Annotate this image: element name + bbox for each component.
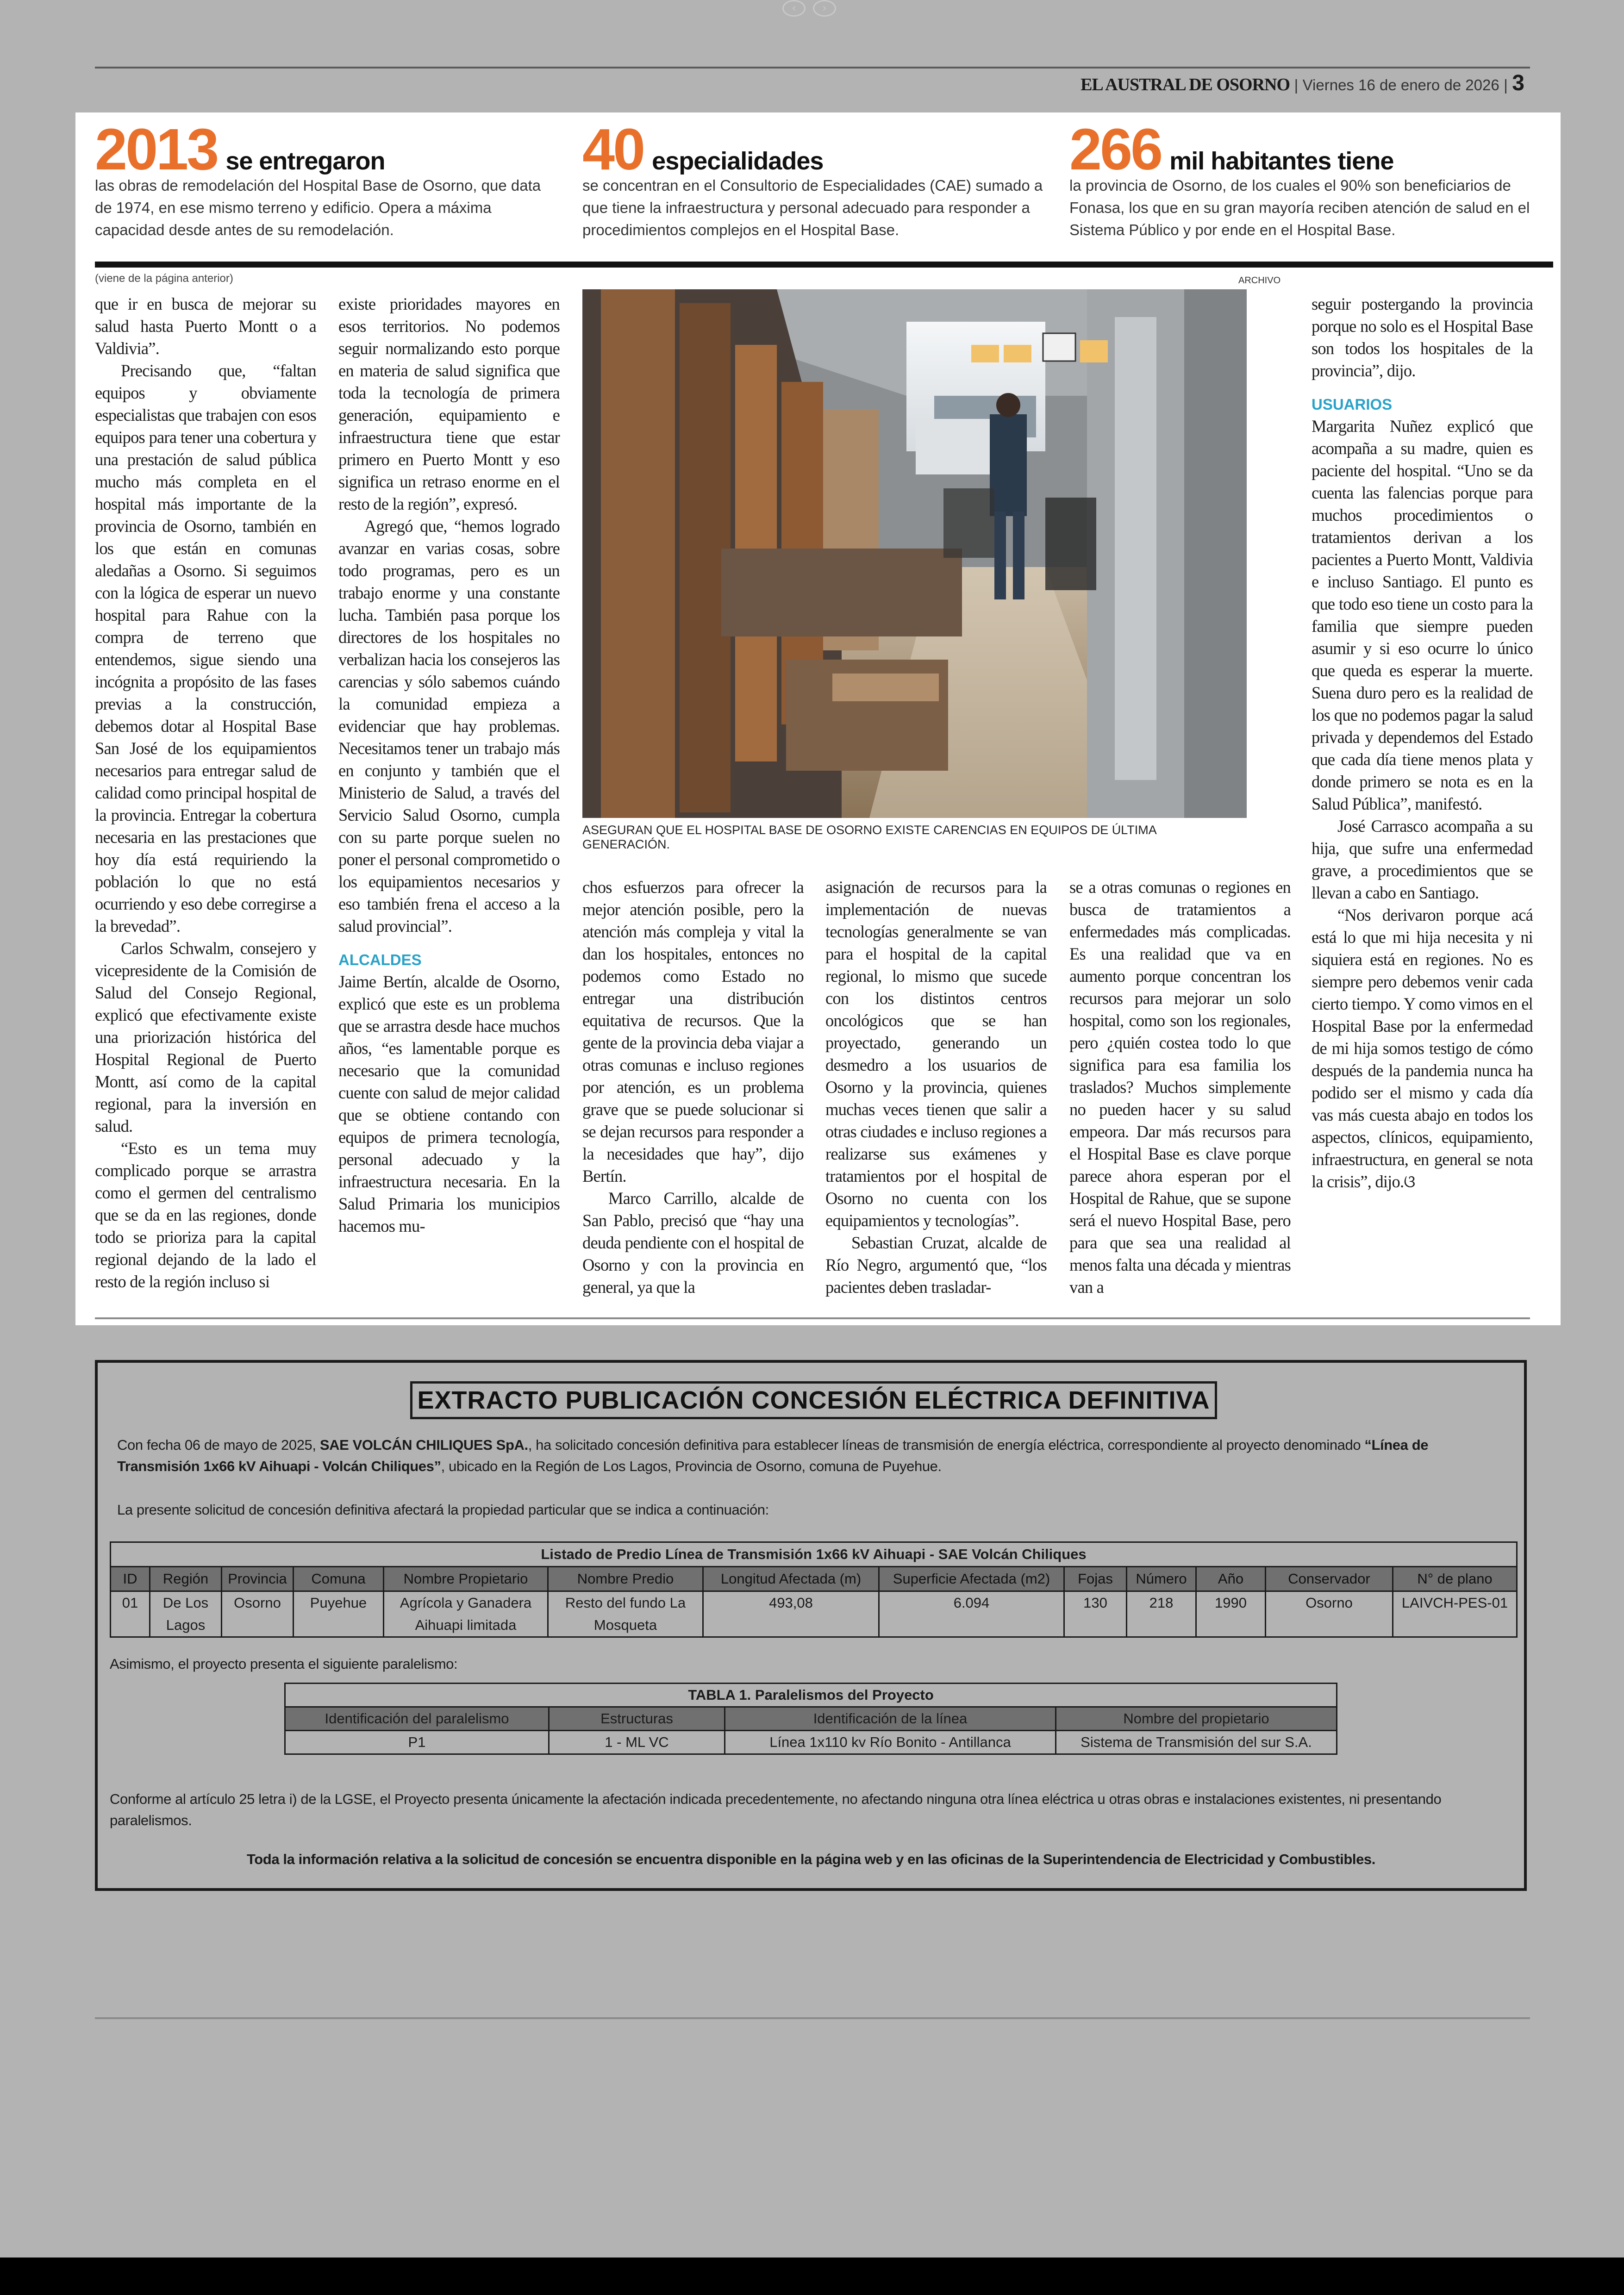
article-column-3	[582, 876, 804, 1298]
paragraph: Carlos Schwalm, consejero y vicepresidente de la Comisión de Salud del Consejo Regional, explicó que efectivamente existe una priorización histórica del Hospital Regional de Puerto Montt, así como de la capital regional, para la inversión en salud.	[95, 939, 316, 1135]
table-cell: 1 - ML VC	[549, 1731, 725, 1754]
stat-label: se entregaron	[225, 147, 385, 175]
table-header-row	[285, 1707, 1337, 1731]
stat-description: las obras de remodelación del Hospital Base de Osorno, que data de 1974, en ese mismo terreno y edificio. Opera a máxima capacidad desde antes de su remodelación.	[95, 177, 541, 238]
masthead-separator: |	[1294, 76, 1299, 94]
table-caption: Listado de Predio Línea de Transmisión 1x66 kV Aihuapi - SAE Volcán Chiliques	[111, 1542, 1517, 1567]
col-header: N° de plano	[1393, 1567, 1517, 1591]
table-cell: Sistema de Transmisión del sur S.A.	[1056, 1731, 1337, 1754]
col-header: Identificación del paralelismo	[285, 1707, 549, 1731]
stat-number: 266	[1069, 117, 1162, 182]
page-nav	[778, 0, 843, 17]
article-column-2	[338, 293, 560, 1237]
notice-text: , ha solicitado concesión definitiva para establecer líneas de transmisión de energía eléctrica, correspondiente al proyecto denominado	[528, 1437, 1365, 1453]
paragraph-text: “Nos derivaron porque acá está lo que mi hija necesita y ni siquiera está en regiones. No es siempre pero debemos venir cada cierto tiempo. Y como vimos en el Hospital Base por la enfermedad de mi hija somos testigo de cómo después de la pandemia nunca ha podido ser el mismo y cada día vas más cuesta abajo en todos los aspectos, clínicos, equipamiento, infraestructura, en general se nota la crisis”, dijo.	[1312, 905, 1533, 1191]
notice-company: SAE VOLCÁN CHILIQUES SpA.	[319, 1437, 528, 1453]
col-header: Estructuras	[549, 1707, 725, 1731]
table-row	[285, 1731, 1337, 1754]
paragraph: asignación de recursos para la implementación de nuevas tecnologías generalmente se van para el hospital de la capital regional, lo mismo que sucede con los distintos centros oncológicos que se han proyectado, generando un desmedro a los usuarios de Osorno y la provincia, quienes muchas veces tienen que salir a otras ciudades e incluso regiones a realizarse sus exámenes y tratamientos por el hospital de Osorno no cuenta con los equipamientos y tecnologías”.	[825, 878, 1047, 1230]
table-caption: TABLA 1. Paralelismos del Proyecto	[285, 1684, 1337, 1707]
bottom-bar	[0, 2258, 1624, 2295]
stat-number: 40	[582, 117, 644, 182]
paragraph	[1312, 904, 1533, 1193]
paragraph: que ir en busca de mejorar su salud hasta Puerto Montt o a Valdivia”.	[95, 294, 316, 358]
table-cell: Osorno	[1266, 1591, 1393, 1637]
col-header: Superficie Afectada (m2)	[879, 1567, 1064, 1591]
nav-prev-icon[interactable]: ‹	[782, 0, 806, 17]
col-header: Provincia	[222, 1567, 294, 1591]
notice-text: , ubicado en la Región de Los Lagos, Provincia de Osorno, comuna de Puyehue.	[441, 1458, 942, 1474]
table-cell: Resto del fundo La Mosqueta	[548, 1591, 703, 1637]
notice-paragraph-5: Toda la información relativa a la solicitud de concesión se encuentra disponible en la página web y en las oficinas de la Superintendencia de Electricidad y Combustibles.	[247, 1851, 1375, 1867]
end-mark-icon: ଓ	[1404, 1172, 1415, 1191]
masthead	[1081, 70, 1524, 96]
paragraph: Sebastian Cruzat, alcalde de Río Negro, argumentó que, “los pacientes deben trasladar-	[825, 1233, 1047, 1297]
notice-project: “Línea de Transmisión 1x66 kV Aihuapi - Volcán Chiliques”	[117, 1437, 1429, 1474]
section-rule	[95, 262, 1553, 268]
page-number: 3	[1512, 71, 1524, 95]
paragraph: “Esto es un tema muy complicado porque se arrastra como el germen del centralismo que se da en las regiones, donde todo se prioriza para la capital regional dejando de la lado el resto de la región incluso si	[95, 1139, 316, 1291]
stat-label: mil habitantes tiene	[1169, 147, 1394, 175]
subheading-usuarios: USUARIOS	[1312, 396, 1393, 413]
table-cell: 01	[111, 1591, 150, 1637]
notice-title: EXTRACTO PUBLICACIÓN CONCESIÓN ELÉCTRICA DEFINITIVA	[410, 1381, 1217, 1419]
masthead-separator-2: |	[1504, 76, 1508, 94]
paragraph: existe prioridades mayores en esos territorios. No podemos seguir normalizando esto porque en materia de salud significa que toda la tecnología de primera generación, equipamiento e infraestructura tiene que estar primero en Puerto Montt y eso significa un retraso enorme en el resto de la región”, expresó.	[338, 294, 560, 513]
col-header: Identificación de la línea	[725, 1707, 1056, 1731]
table-row	[111, 1591, 1517, 1637]
notice-paragraph-1	[117, 1434, 1511, 1477]
article-sheet	[75, 112, 1561, 1325]
table-cell: 130	[1064, 1591, 1127, 1637]
article-column-5	[1069, 876, 1291, 1298]
stat-description: la provincia de Osorno, de los cuales el 90% son beneficiarios de Fonasa, los que en su gran mayoría reciben atención de salud en el Sistema Público y por ende en el Hospital Base.	[1069, 177, 1530, 238]
table-header-row	[111, 1567, 1517, 1591]
stat-40	[582, 117, 1045, 241]
table-cell: 6.094	[879, 1591, 1064, 1637]
photo-credit: ARCHIVO	[1238, 275, 1281, 286]
article-column-1	[95, 293, 316, 1293]
col-header: Comuna	[294, 1567, 384, 1591]
stat-266	[1069, 117, 1532, 241]
col-header: Nombre del propietario	[1056, 1707, 1337, 1731]
legal-notice	[95, 1360, 1527, 1891]
table-cell: LAIVCH-PES-01	[1393, 1591, 1517, 1637]
paragraph: se a otras comunas o regiones en busca de tratamientos a enfermedades más complicadas. Es una realidad que va en aumento porque concentran los recursos para mejorar un solo hospital, como son los regionales, pero ¿quién costea todo lo que significa para esa familia los traslados? Muchos simplemente no pueden hacer y su salud empeora. Dar más recursos para el Hospital Base es clave porque parece ahora esperan por el Hospital de Rahue, que se supone será el nuevo Hospital Base, pero para que sea una realidad al menos falta una década y mientras van a	[1069, 878, 1291, 1297]
col-header: Longitud Afectada (m)	[703, 1567, 879, 1591]
top-rule	[95, 67, 1530, 69]
col-header: ID	[111, 1567, 150, 1591]
paragraph: seguir postergando la provincia porque no solo es el Hospital Base son todos los hospitales de la provincia”, dijo.	[1312, 294, 1533, 380]
property-table	[110, 1541, 1518, 1638]
notice-paragraph-2: La presente solicitud de concesión definitiva afectará la propiedad particular que se indica a continuación:	[117, 1502, 769, 1518]
table-cell: Osorno	[222, 1591, 294, 1637]
masthead-paper: EL AUSTRAL DE OSORNO	[1081, 75, 1290, 94]
parallelism-table	[284, 1683, 1337, 1755]
table-cell: 493,08	[703, 1591, 879, 1637]
paragraph: Precisando que, “faltan equipos y obviamente especialistas que trabajen con esos equipos para tener una cobertura y una prestación de salud pública mucho más completa en el hospital más importante de la provincia de Osorno, también en los que están en comunas aledañas a Osorno. Si seguimos con la lógica de esperar un nuevo hospital para Rahue con la compra de terreno que entendemos, sigue siendo una incógnita a propósito de las fases previas a la construcción, debemos dotar al Hospital Base San José de los equipamientos necesarios para entregar salud de calidad como principal hospital de la provincia. Entregar la cobertura necesaria en las prestaciones que hoy día está requiriendo la población lo que no está ocurriendo y eso debe corregirse a la brevedad”.	[95, 361, 316, 935]
table-cell: Línea 1x110 kv Río Bonito - Antillanca	[725, 1731, 1056, 1754]
col-header: Año	[1196, 1567, 1266, 1591]
lower-rule	[95, 2017, 1530, 2019]
table-cell: Agrícola y Ganadera Aihuapi limitada	[384, 1591, 548, 1637]
col-header: Número	[1127, 1567, 1196, 1591]
table-cell: 218	[1127, 1591, 1196, 1637]
masthead-date: Viernes 16 de enero de 2026	[1302, 76, 1499, 94]
notice-text: Con fecha 06 de mayo de 2025,	[117, 1437, 320, 1453]
col-header: Nombre Propietario	[384, 1567, 548, 1591]
nav-next-icon[interactable]: ›	[813, 0, 836, 17]
paragraph: José Carrasco acompaña a su hija, que sufre una enfermedad grave, a procedimientos que se llevan a cabo en Santiago.	[1312, 817, 1533, 902]
col-header: Región	[150, 1567, 222, 1591]
paragraph: chos esfuerzos para ofrecer la mejor atención posible, pero la atención más compleja y vital la dan los hospitales, entonces no podemos como Estado no entregar una distribución equitativa de recursos. Que la gente de la provincia deba viajar a otras comunas e incluso regiones por atención, es un problema grave que se puede solucionar si se dejan recursos para responder a la necesidades que hay”, dijo Bertín.	[582, 878, 804, 1185]
hospital-corridor-photo	[582, 289, 1247, 818]
notice-paragraph-3: Asimismo, el proyecto presenta el siguiente paralelismo:	[110, 1656, 458, 1672]
col-header: Fojas	[1064, 1567, 1127, 1591]
col-header: Conservador	[1266, 1567, 1393, 1591]
stat-number: 2013	[95, 117, 218, 182]
table-cell: Puyehue	[294, 1591, 384, 1637]
article-column-4	[825, 876, 1047, 1298]
stat-label: especialidades	[652, 147, 824, 175]
paragraph: Jaime Bertín, alcalde de Osorno, explicó que este es un problema que se arrastra desde hace muchos años, “es lamentable porque es necesario que la comunidad cuente con salud de mejor calidad que se obtiene contando con equipos de primera tecnología, personal adecuado y la infraestructura necesaria. En la Salud Primaria los municipios hacemos mu-	[338, 972, 560, 1235]
stat-2013	[95, 117, 558, 241]
paragraph: Agregó que, “hemos logrado avanzar en varias cosas, sobre todo programas, pero es un trabajo enorme y una constante lucha. También pasa porque los directores de los hospitales no verbalizan hacia los consejeros las carencias y sólo sabemos cuándo la comunidad empieza a evidenciar que hay problemas. Necesitamos tener un trabajo más en conjunto y también que el Ministerio de Salud, a través del Servicio Salud Osorno, cumpla con su parte porque suelen no poner el personal comprometido o los equipamientos necesarios y eso también frena el acceso a la salud provincial”.	[338, 517, 560, 935]
col-header: Nombre Predio	[548, 1567, 703, 1591]
table-cell: P1	[285, 1731, 549, 1754]
table-cell: De Los Lagos	[150, 1591, 222, 1637]
paragraph: Marco Carrillo, alcalde de San Pablo, precisó que “hay una deuda pendiente con el hospital de Osorno y con la provincia en general, ya que la	[582, 1189, 804, 1297]
continued-note: (viene de la página anterior)	[95, 272, 233, 285]
stat-description: se concentran en el Consultorio de Especialidades (CAE) sumado a que tiene la infraestructura y personal adecuado para responder a procedimientos complejos en el Hospital Base.	[582, 177, 1043, 238]
paragraph: Margarita Nuñez explicó que acompaña a su madre, quien es paciente del hospital. “Uno se da cuenta las falencias porque para muchos procedimientos o tratamientos derivan a los pacientes a Puerto Montt, Valdivia e incluso Santiago. El punto es que todo eso tiene un costo para la familia que siempre pueden asumir y si eso ocurre lo único que queda es esperar la muerte. Suena duro pero es la realidad de los que no podemos pagar la salud privada y dependemos del Estado que cada día tiene menos plata y donde primero se nota es en la Salud Pública”, manifestó.	[1312, 417, 1533, 813]
article-column-6	[1312, 293, 1533, 1193]
table-cell: 1990	[1196, 1591, 1266, 1637]
notice-paragraph-4: Conforme al artículo 25 letra i) de la LGSE, el Proyecto presenta únicamente la afectación indicada precedentemente, no afectando ninguna otra línea eléctrica u otras obras e instalaciones existentes, ni presentando paralelismos.	[110, 1791, 1442, 1828]
subheading-alcaldes: ALCALDES	[338, 951, 422, 968]
mid-rule	[95, 1317, 1530, 1319]
photo-caption: ASEGURAN QUE EL HOSPITAL BASE DE OSORNO EXISTE CARENCIAS EN EQUIPOS DE ÚLTIMA GENERACIÓN.	[582, 823, 1156, 851]
